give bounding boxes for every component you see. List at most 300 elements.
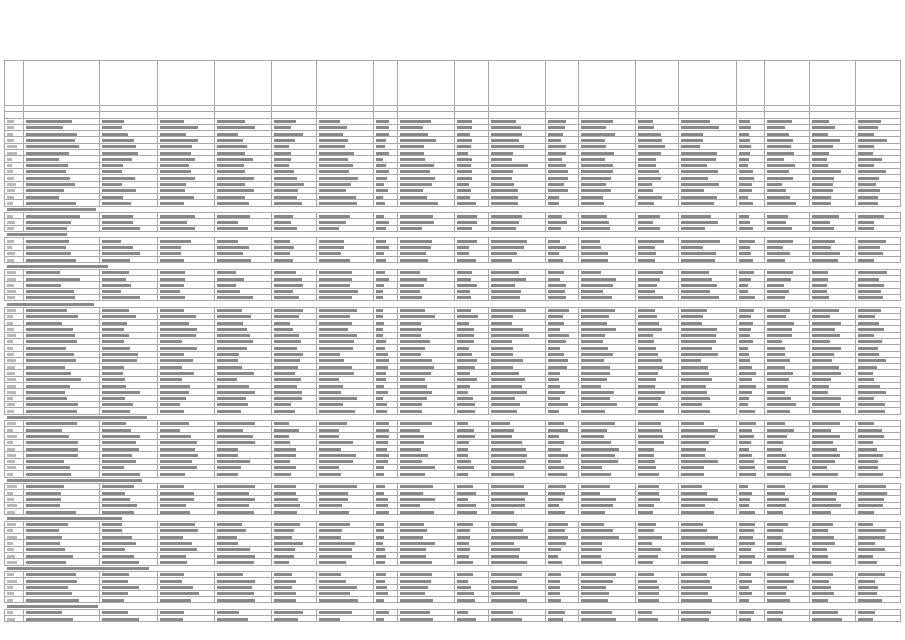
illegible-text	[319, 133, 343, 136]
illegible-text	[160, 126, 198, 129]
illegible-text	[319, 504, 342, 507]
illegible-text	[638, 133, 661, 136]
illegible-text	[376, 492, 384, 495]
illegible-text	[581, 504, 613, 507]
illegible-text	[548, 403, 568, 406]
illegible-text	[681, 284, 717, 287]
illegible-text	[217, 334, 250, 337]
illegible-text	[681, 259, 715, 262]
illegible-text	[376, 328, 383, 331]
illegible-text	[102, 152, 138, 155]
column-header	[5, 61, 24, 106]
illegible-text	[400, 580, 431, 583]
illegible-text	[319, 372, 354, 375]
illegible-text	[400, 611, 430, 614]
illegible-text	[548, 158, 562, 161]
illegible-text	[160, 177, 195, 180]
illegible-text	[638, 485, 659, 488]
illegible-text	[638, 435, 663, 438]
illegible-text	[160, 580, 182, 583]
illegible-text	[376, 561, 385, 564]
illegible-text	[400, 334, 421, 337]
table-cell	[24, 616, 100, 622]
illegible-text	[491, 573, 522, 576]
illegible-text	[217, 196, 245, 199]
column-header	[374, 61, 398, 106]
illegible-text	[548, 322, 564, 325]
illegible-text	[217, 126, 255, 129]
illegible-text	[858, 372, 873, 375]
illegible-text	[160, 542, 192, 545]
illegible-text	[812, 378, 831, 381]
illegible-text	[681, 485, 702, 488]
illegible-text	[7, 410, 14, 413]
illegible-text	[274, 378, 301, 381]
illegible-text	[548, 271, 564, 274]
illegible-text	[581, 334, 605, 337]
illegible-text	[102, 259, 130, 262]
illegible-text	[160, 359, 193, 362]
illegible-text	[858, 315, 875, 318]
illegible-text	[812, 126, 835, 129]
illegible-text	[457, 145, 471, 148]
illegible-text	[274, 133, 303, 136]
illegible-text	[858, 435, 884, 438]
illegible-text	[400, 586, 428, 589]
illegible-text	[491, 504, 525, 507]
illegible-text	[681, 561, 708, 564]
illegible-text	[274, 278, 302, 281]
illegible-text	[457, 555, 469, 558]
illegible-text	[491, 133, 522, 136]
illegible-text	[457, 315, 478, 318]
illegible-text	[491, 315, 513, 318]
illegible-text	[767, 359, 790, 362]
illegible-text	[376, 347, 385, 350]
illegible-text	[7, 542, 13, 545]
table-cell	[736, 616, 765, 622]
illegible-text	[376, 466, 384, 469]
table-cell	[679, 616, 736, 622]
illegible-text	[457, 309, 471, 312]
illegible-text	[217, 592, 254, 595]
illegible-text	[457, 120, 472, 123]
illegible-text	[548, 340, 566, 343]
illegible-text	[400, 296, 422, 299]
illegible-text	[376, 309, 383, 312]
illegible-text	[581, 296, 612, 299]
illegible-text	[812, 170, 841, 173]
illegible-text	[160, 183, 186, 186]
illegible-text	[457, 586, 471, 589]
illegible-text	[102, 227, 140, 230]
illegible-text	[457, 328, 474, 331]
illegible-text	[638, 170, 659, 173]
illegible-text	[491, 202, 518, 205]
illegible-text	[160, 611, 184, 614]
illegible-text	[767, 278, 791, 281]
illegible-text	[217, 473, 238, 476]
illegible-text	[274, 202, 302, 205]
illegible-text	[767, 536, 782, 539]
illegible-text	[457, 227, 472, 230]
illegible-text	[457, 126, 472, 129]
illegible-text	[739, 164, 748, 167]
illegible-text	[858, 126, 878, 129]
illegible-text	[812, 580, 829, 583]
illegible-text	[767, 548, 786, 551]
illegible-text	[319, 429, 339, 432]
illegible-text	[491, 334, 529, 337]
illegible-text	[638, 278, 660, 281]
illegible-text	[581, 573, 616, 576]
illegible-text	[739, 454, 752, 457]
illegible-text	[767, 366, 785, 369]
column-header	[488, 61, 545, 106]
illegible-text	[858, 145, 874, 148]
column-header	[545, 61, 578, 106]
illegible-text	[7, 252, 15, 255]
illegible-text	[548, 152, 566, 155]
illegible-text	[767, 284, 784, 287]
illegible-text	[491, 347, 513, 350]
illegible-text	[739, 611, 754, 614]
illegible-text	[319, 315, 350, 318]
illegible-text	[376, 240, 386, 243]
illegible-text	[376, 385, 384, 388]
illegible-text	[160, 139, 198, 142]
illegible-text	[376, 504, 388, 507]
illegible-text	[581, 315, 609, 318]
illegible-text	[581, 120, 613, 123]
illegible-text	[7, 504, 17, 507]
illegible-text	[7, 233, 67, 236]
illegible-text	[400, 592, 425, 595]
illegible-text	[319, 441, 353, 444]
illegible-text	[491, 561, 527, 564]
illegible-text	[26, 359, 76, 362]
illegible-text	[217, 429, 243, 432]
illegible-text	[858, 246, 880, 249]
illegible-text	[638, 466, 656, 469]
illegible-text	[376, 441, 388, 444]
illegible-text	[858, 170, 886, 173]
illegible-text	[739, 403, 748, 406]
illegible-text	[681, 403, 702, 406]
illegible-text	[400, 492, 423, 495]
illegible-text	[638, 353, 658, 356]
illegible-text	[548, 221, 567, 224]
illegible-text	[767, 441, 783, 444]
illegible-text	[581, 328, 616, 331]
illegible-text	[739, 410, 755, 413]
illegible-text	[638, 328, 662, 331]
illegible-text	[681, 372, 709, 375]
illegible-text	[319, 126, 347, 129]
illegible-text	[548, 334, 569, 337]
illegible-text	[767, 542, 782, 545]
illegible-text	[160, 347, 197, 350]
illegible-text	[457, 435, 475, 438]
illegible-text	[7, 170, 13, 173]
illegible-text	[491, 164, 528, 167]
table-cell	[157, 616, 214, 622]
illegible-text	[812, 460, 835, 463]
illegible-text	[400, 511, 434, 514]
column-header	[765, 61, 810, 106]
illegible-text	[638, 240, 664, 243]
illegible-text	[681, 340, 716, 343]
illegible-text	[858, 611, 875, 614]
illegible-text	[739, 347, 748, 350]
illegible-text	[812, 359, 832, 362]
illegible-text	[274, 573, 292, 576]
illegible-text	[217, 391, 255, 394]
illegible-text	[739, 385, 756, 388]
illegible-text	[376, 548, 385, 551]
illegible-text	[812, 296, 829, 299]
illegible-text	[457, 611, 468, 614]
illegible-text	[681, 504, 705, 507]
illegible-text	[160, 523, 195, 526]
illegible-text	[681, 271, 709, 274]
illegible-text	[739, 504, 749, 507]
illegible-text	[7, 548, 14, 551]
illegible-text	[319, 290, 358, 293]
illegible-text	[491, 536, 528, 539]
illegible-text	[548, 284, 566, 287]
illegible-text	[581, 271, 601, 274]
illegible-text	[767, 403, 796, 406]
illegible-text	[160, 152, 191, 155]
illegible-text	[681, 309, 707, 312]
illegible-text	[400, 366, 434, 369]
illegible-text	[767, 290, 789, 293]
illegible-text	[638, 542, 652, 545]
illegible-text	[274, 611, 303, 614]
illegible-text	[217, 586, 252, 589]
illegible-text	[638, 177, 661, 180]
illegible-text	[491, 466, 524, 469]
illegible-text	[7, 479, 142, 482]
illegible-text	[160, 189, 185, 192]
illegible-text	[102, 315, 136, 318]
illegible-text	[681, 586, 712, 589]
illegible-text	[217, 202, 249, 205]
illegible-text	[858, 340, 882, 343]
illegible-text	[638, 202, 654, 205]
illegible-text	[548, 592, 560, 595]
illegible-text	[319, 548, 352, 551]
illegible-text	[681, 555, 716, 558]
illegible-text	[457, 561, 473, 564]
illegible-text	[274, 592, 296, 595]
illegible-text	[217, 542, 238, 545]
illegible-text	[26, 504, 60, 507]
illegible-text	[160, 410, 184, 413]
illegible-text	[681, 378, 712, 381]
illegible-text	[160, 498, 194, 501]
illegible-text	[767, 139, 793, 142]
illegible-text	[7, 202, 13, 205]
illegible-text	[739, 334, 750, 337]
illegible-text	[400, 170, 430, 173]
illegible-text	[491, 227, 516, 230]
illegible-text	[26, 221, 71, 224]
illegible-text	[376, 139, 386, 142]
illegible-text	[491, 580, 517, 583]
illegible-text	[7, 529, 13, 532]
illegible-text	[548, 215, 562, 218]
illegible-text	[376, 599, 384, 602]
illegible-text	[858, 397, 874, 400]
illegible-text	[739, 252, 751, 255]
illegible-text	[274, 504, 300, 507]
illegible-text	[681, 202, 714, 205]
illegible-text	[491, 322, 512, 325]
illegible-text	[7, 523, 16, 526]
illegible-text	[739, 599, 749, 602]
illegible-text	[491, 454, 527, 457]
illegible-text	[319, 448, 341, 451]
illegible-text	[26, 152, 69, 155]
illegible-text	[858, 536, 885, 539]
illegible-text	[457, 391, 468, 394]
illegible-text	[376, 454, 389, 457]
illegible-text	[7, 227, 14, 230]
illegible-text	[7, 567, 149, 570]
illegible-text	[400, 202, 438, 205]
illegible-text	[739, 372, 756, 375]
illegible-text	[217, 120, 245, 123]
illegible-text	[491, 366, 513, 369]
illegible-text	[217, 252, 243, 255]
illegible-text	[491, 271, 519, 274]
illegible-text	[26, 183, 75, 186]
illegible-text	[400, 290, 420, 293]
illegible-text	[548, 441, 564, 444]
illegible-text	[376, 435, 389, 438]
illegible-text	[638, 340, 654, 343]
illegible-text	[548, 246, 566, 249]
illegible-text	[491, 215, 522, 218]
illegible-text	[26, 555, 73, 558]
illegible-text	[160, 296, 185, 299]
illegible-text	[26, 441, 78, 444]
illegible-text	[739, 498, 750, 501]
illegible-text	[274, 246, 294, 249]
illegible-text	[319, 177, 358, 180]
illegible-text	[26, 536, 62, 539]
illegible-text	[7, 441, 13, 444]
illegible-text	[400, 215, 433, 218]
illegible-text	[491, 555, 519, 558]
illegible-text	[638, 523, 656, 526]
illegible-text	[858, 391, 886, 394]
illegible-text	[102, 548, 125, 551]
illegible-text	[319, 252, 341, 255]
illegible-text	[548, 290, 565, 293]
illegible-text	[26, 139, 75, 142]
illegible-text	[102, 126, 122, 129]
illegible-text	[767, 422, 785, 425]
illegible-text	[581, 353, 613, 356]
illegible-text	[400, 152, 424, 155]
illegible-text	[217, 460, 250, 463]
illegible-text	[457, 473, 468, 476]
illegible-text	[491, 460, 526, 463]
illegible-text	[767, 170, 789, 173]
illegible-text	[739, 573, 751, 576]
illegible-text	[638, 372, 658, 375]
illegible-text	[491, 485, 524, 488]
illegible-text	[739, 485, 748, 488]
illegible-text	[376, 152, 389, 155]
illegible-text	[638, 309, 655, 312]
table-cell	[855, 616, 900, 622]
illegible-text	[274, 466, 296, 469]
illegible-text	[681, 580, 710, 583]
illegible-text	[858, 322, 879, 325]
illegible-text	[160, 164, 189, 167]
illegible-text	[400, 284, 424, 287]
illegible-text	[7, 353, 14, 356]
illegible-text	[638, 391, 665, 394]
illegible-text	[274, 183, 304, 186]
illegible-text	[376, 221, 389, 224]
illegible-text	[491, 328, 523, 331]
illegible-text	[548, 473, 567, 476]
illegible-text	[376, 271, 385, 274]
illegible-text	[681, 611, 711, 614]
illegible-text	[319, 296, 352, 299]
illegible-text	[102, 580, 128, 583]
illegible-text	[767, 183, 782, 186]
illegible-text	[102, 385, 126, 388]
illegible-text	[102, 334, 129, 337]
illegible-text	[319, 152, 354, 155]
illegible-text	[26, 259, 76, 262]
illegible-text	[638, 492, 659, 495]
illegible-text	[319, 511, 349, 514]
illegible-text	[102, 511, 134, 514]
illegible-text	[767, 215, 788, 218]
illegible-text	[581, 492, 600, 495]
illegible-text	[491, 548, 520, 551]
illegible-text	[548, 523, 568, 526]
illegible-text	[581, 215, 607, 218]
illegible-text	[638, 422, 661, 425]
illegible-text	[812, 278, 828, 281]
illegible-text	[638, 378, 656, 381]
illegible-text	[767, 309, 790, 312]
illegible-text	[7, 618, 15, 621]
illegible-text	[548, 618, 563, 621]
illegible-text	[7, 573, 14, 576]
illegible-text	[767, 158, 784, 161]
illegible-text	[638, 555, 658, 558]
illegible-text	[274, 215, 293, 218]
illegible-text	[26, 145, 79, 148]
illegible-text	[376, 353, 388, 356]
illegible-text	[160, 460, 192, 463]
illegible-text	[457, 221, 477, 224]
illegible-text	[812, 145, 833, 148]
illegible-text	[26, 164, 68, 167]
illegible-text	[217, 573, 243, 576]
illegible-text	[160, 378, 182, 381]
illegible-text	[739, 227, 753, 230]
